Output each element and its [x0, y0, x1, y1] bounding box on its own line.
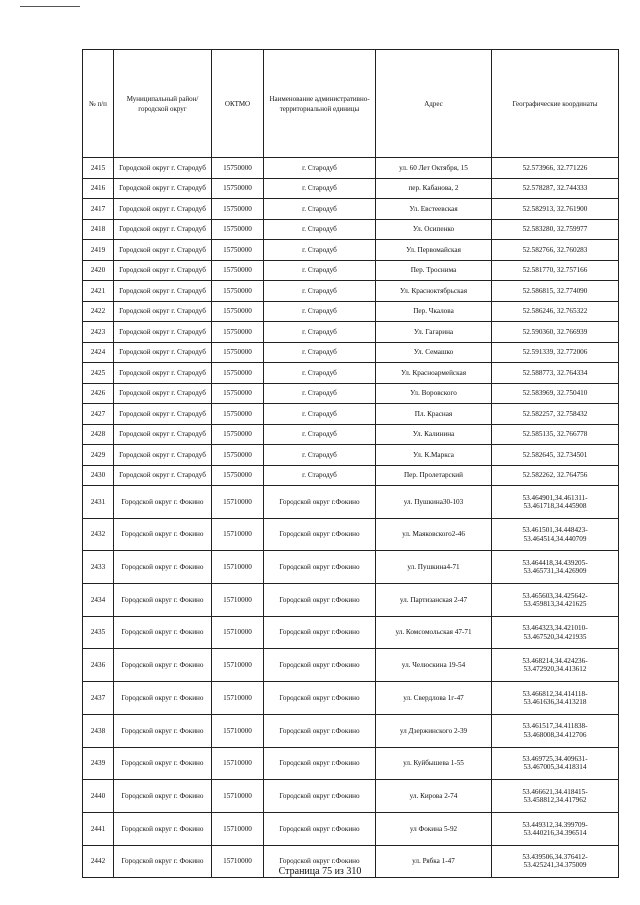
cell-unit: Городской округ г.Фокино: [264, 616, 376, 649]
cell-num: 2430: [83, 465, 114, 486]
cell-num: 2432: [83, 518, 114, 551]
cell-oktmo: 15750000: [212, 322, 264, 343]
cell-municipality: Городской округ г. Фокино: [114, 518, 212, 551]
cell-municipality: Городской округ г. Стародуб: [114, 158, 212, 179]
cell-unit: Городской округ г.Фокино: [264, 518, 376, 551]
cell-coords: 52.585135, 32.766778: [492, 424, 619, 445]
header-municipality: Муниципальный район/городской округ: [114, 50, 212, 158]
cell-address: Пер. Троснима: [376, 260, 492, 281]
cell-municipality: Городской округ г. Стародуб: [114, 281, 212, 302]
table-row: [83, 682, 619, 715]
cell-oktmo: 15710000: [212, 747, 264, 780]
cell-oktmo: 15750000: [212, 199, 264, 220]
cell-address: Ул. Калинина: [376, 424, 492, 445]
cell-unit: г. Стародуб: [264, 240, 376, 261]
cell-coords: 52.591339, 32.772006: [492, 342, 619, 363]
cell-coords: 52.583969, 32.750410: [492, 383, 619, 404]
table-row: [83, 812, 619, 845]
cell-coords: 52.586246, 32.765322: [492, 301, 619, 322]
cell-address: Ул. Первомайская: [376, 240, 492, 261]
cell-address: Ул. Евстеевская: [376, 199, 492, 220]
cell-coords: 53.464901,34.461311-53.461718,34.445908: [492, 486, 619, 519]
cell-num: 2424: [83, 342, 114, 363]
cell-unit: Городской округ г.Фокино: [264, 649, 376, 682]
cell-num: 2415: [83, 158, 114, 179]
cell-oktmo: 15750000: [212, 465, 264, 486]
cell-municipality: Городской округ г. Стародуб: [114, 219, 212, 240]
cell-unit: г. Стародуб: [264, 322, 376, 343]
cell-oktmo: 15710000: [212, 518, 264, 551]
cell-num: 2439: [83, 747, 114, 780]
cell-municipality: Городской округ г. Фокино: [114, 845, 212, 878]
cell-oktmo: 15750000: [212, 383, 264, 404]
cell-coords: 53.461501,34.448423-53.464514,34.440709: [492, 518, 619, 551]
cell-oktmo: 15750000: [212, 424, 264, 445]
cell-oktmo: 15750000: [212, 404, 264, 425]
cell-address: ул. 60 Лет Октября, 15: [376, 158, 492, 179]
cell-num: 2416: [83, 178, 114, 199]
table-row: [83, 465, 619, 486]
cell-oktmo: 15750000: [212, 240, 264, 261]
cell-unit: Городской округ г.Фокино: [264, 812, 376, 845]
cell-municipality: Городской округ г. Стародуб: [114, 445, 212, 466]
cell-address: Ул. Красноктябрьская: [376, 281, 492, 302]
table-row: [83, 404, 619, 425]
cell-oktmo: 15750000: [212, 178, 264, 199]
cell-municipality: Городской округ г. Фокино: [114, 551, 212, 584]
cell-unit: г. Стародуб: [264, 281, 376, 302]
header-address: Адрес: [376, 50, 492, 158]
cell-unit: Городской округ г.Фокино: [264, 845, 376, 878]
cell-num: 2420: [83, 260, 114, 281]
cell-municipality: Городской округ г. Стародуб: [114, 260, 212, 281]
cell-unit: г. Стародуб: [264, 158, 376, 179]
cell-unit: г. Стародуб: [264, 445, 376, 466]
cell-coords: 52.582257, 32.758432: [492, 404, 619, 425]
cell-oktmo: 15750000: [212, 342, 264, 363]
cell-municipality: Городской округ г. Стародуб: [114, 322, 212, 343]
cell-coords: 52.581770, 32.757166: [492, 260, 619, 281]
cell-coords: 53.464323,34.421010-53.467520,34.421935: [492, 616, 619, 649]
cell-address: Пер. Пролетарский: [376, 465, 492, 486]
cell-num: 2429: [83, 445, 114, 466]
table-row: [83, 301, 619, 322]
cell-oktmo: 15710000: [212, 584, 264, 617]
cell-municipality: Городской округ г. Стародуб: [114, 465, 212, 486]
cell-municipality: Городской округ г. Стародуб: [114, 342, 212, 363]
cell-municipality: Городской округ г. Стародуб: [114, 240, 212, 261]
cell-oktmo: 15710000: [212, 812, 264, 845]
cell-unit: г. Стародуб: [264, 363, 376, 384]
cell-municipality: Городской округ г. Стародуб: [114, 178, 212, 199]
cell-coords: 52.583280, 32.759977: [492, 219, 619, 240]
table-row: [83, 714, 619, 747]
cell-unit: г. Стародуб: [264, 301, 376, 322]
cell-unit: г. Стародуб: [264, 199, 376, 220]
cell-address: ул. Челюскина 19-54: [376, 649, 492, 682]
table-row: [83, 178, 619, 199]
cell-num: 2418: [83, 219, 114, 240]
header-coords: Географические координаты: [492, 50, 619, 158]
cell-oktmo: 15750000: [212, 445, 264, 466]
cell-coords: 53.449312,34.399709-53.440216,34.396514: [492, 812, 619, 845]
cell-unit: г. Стародуб: [264, 404, 376, 425]
cell-num: 2441: [83, 812, 114, 845]
cell-coords: 52.582262, 32.764756: [492, 465, 619, 486]
cell-municipality: Городской округ г. Фокино: [114, 812, 212, 845]
table-row: [83, 158, 619, 179]
cell-coords: 53.466812,34.414118-53.461636,34.413218: [492, 682, 619, 715]
cell-oktmo: 15710000: [212, 780, 264, 813]
table-row: [83, 199, 619, 220]
cell-num: 2438: [83, 714, 114, 747]
table-row: [83, 780, 619, 813]
cell-address: Ул. Семашко: [376, 342, 492, 363]
cell-unit: г. Стародуб: [264, 424, 376, 445]
header-unit: Наименование административно-территориальной единицы: [264, 50, 376, 158]
cell-municipality: Городской округ г. Фокино: [114, 616, 212, 649]
cell-coords: 53.468214,34.424236-53.472920,34.413612: [492, 649, 619, 682]
cell-municipality: Городской округ г. Стародуб: [114, 199, 212, 220]
cell-unit: г. Стародуб: [264, 260, 376, 281]
cell-coords: 53.466621,34.418415-53.458812,34.417962: [492, 780, 619, 813]
cell-address: Ул. Осипенко: [376, 219, 492, 240]
cell-unit: г. Стародуб: [264, 342, 376, 363]
cell-address: Ул. Гагарина: [376, 322, 492, 343]
cell-oktmo: 15710000: [212, 682, 264, 715]
cell-address: Пер. Чкалова: [376, 301, 492, 322]
cell-unit: Городской округ г.Фокино: [264, 747, 376, 780]
cell-unit: Городской округ г.Фокино: [264, 551, 376, 584]
cell-municipality: Городской округ г. Стародуб: [114, 424, 212, 445]
table-row: [83, 322, 619, 343]
table-row: [83, 219, 619, 240]
cell-oktmo: 15710000: [212, 551, 264, 584]
cell-unit: г. Стародуб: [264, 219, 376, 240]
table-row: [83, 240, 619, 261]
cell-coords: 53.464418,34.439205-53.465731,34.426909: [492, 551, 619, 584]
header-oktmo: ОКТМО: [212, 50, 264, 158]
cell-address: ул. Комсомольская 47-71: [376, 616, 492, 649]
cell-address: ул. Рябка 1-47: [376, 845, 492, 878]
cell-municipality: Городской округ г. Фокино: [114, 649, 212, 682]
table-row: [83, 260, 619, 281]
table-row: [83, 649, 619, 682]
cell-unit: г. Стародуб: [264, 383, 376, 404]
cell-num: 2434: [83, 584, 114, 617]
cell-oktmo: 15750000: [212, 301, 264, 322]
cell-oktmo: 15750000: [212, 363, 264, 384]
cell-oktmo: 15750000: [212, 219, 264, 240]
cell-unit: Городской округ г.Фокино: [264, 714, 376, 747]
cell-coords: 52.590360, 32.766939: [492, 322, 619, 343]
cell-coords: 53.465603,34.425642-53.459813,34.421625: [492, 584, 619, 617]
cell-municipality: Городской округ г. Стародуб: [114, 404, 212, 425]
cell-address: ул. Пушкина30-103: [376, 486, 492, 519]
cell-num: 2427: [83, 404, 114, 425]
cell-num: 2435: [83, 616, 114, 649]
cell-address: ул Дзержинского 2-39: [376, 714, 492, 747]
cell-address: ул Фокина 5-92: [376, 812, 492, 845]
table-row: [83, 551, 619, 584]
cell-coords: 52.573966, 32.771226: [492, 158, 619, 179]
cell-oktmo: 15710000: [212, 649, 264, 682]
cell-unit: г. Стародуб: [264, 465, 376, 486]
cell-oktmo: 15750000: [212, 260, 264, 281]
cell-address: ул. Кирова 2-74: [376, 780, 492, 813]
cell-num: 2422: [83, 301, 114, 322]
cell-num: 2442: [83, 845, 114, 878]
cell-unit: г. Стародуб: [264, 178, 376, 199]
cell-municipality: Городской округ г. Фокино: [114, 584, 212, 617]
cell-address: ул. Пушкина4-71: [376, 551, 492, 584]
table-row: [83, 518, 619, 551]
table-row: [83, 445, 619, 466]
cell-num: 2426: [83, 383, 114, 404]
cell-num: 2417: [83, 199, 114, 220]
cell-oktmo: 15750000: [212, 281, 264, 302]
header-num: № п/п: [83, 50, 114, 158]
cell-municipality: Городской округ г. Стародуб: [114, 301, 212, 322]
cell-coords: 52.582645, 32.734501: [492, 445, 619, 466]
cell-unit: Городской округ г.Фокино: [264, 486, 376, 519]
cell-unit: Городской округ г.Фокино: [264, 780, 376, 813]
cell-oktmo: 15710000: [212, 714, 264, 747]
table-row: [83, 616, 619, 649]
cell-num: 2437: [83, 682, 114, 715]
cell-unit: Городской округ г.Фокино: [264, 682, 376, 715]
cell-num: 2431: [83, 486, 114, 519]
cell-address: Пл. Красная: [376, 404, 492, 425]
cell-municipality: Городской округ г. Стародуб: [114, 363, 212, 384]
page-number: Страница 75 из 310: [278, 866, 362, 877]
cell-oktmo: 15710000: [212, 616, 264, 649]
table-row: [83, 747, 619, 780]
cell-coords: 53.469725,34.409631-53.467005,34.418314: [492, 747, 619, 780]
cell-municipality: Городской округ г. Фокино: [114, 747, 212, 780]
cell-num: 2419: [83, 240, 114, 261]
table-row: [83, 383, 619, 404]
cell-oktmo: 15710000: [212, 845, 264, 878]
table-row: [83, 363, 619, 384]
top-rule: [20, 6, 80, 7]
cell-municipality: Городской округ г. Фокино: [114, 714, 212, 747]
table-row: [83, 342, 619, 363]
cell-coords: 53.461517,34.411838-53.468008,34.412706: [492, 714, 619, 747]
cell-unit: Городской округ г.Фокино: [264, 584, 376, 617]
table-row: [83, 584, 619, 617]
cell-address: Ул. Красноармейская: [376, 363, 492, 384]
cell-address: ул. Маяковского2-46: [376, 518, 492, 551]
cell-address: пер. Кабанова, 2: [376, 178, 492, 199]
cell-num: 2423: [83, 322, 114, 343]
table-row: [83, 424, 619, 445]
cell-num: 2440: [83, 780, 114, 813]
cell-address: ул. Партизанская 2-47: [376, 584, 492, 617]
cell-address: Ул. К.Маркса: [376, 445, 492, 466]
cell-num: 2428: [83, 424, 114, 445]
cell-num: 2421: [83, 281, 114, 302]
cell-address: ул. Свердлова 1г-47: [376, 682, 492, 715]
cell-municipality: Городской округ г. Фокино: [114, 486, 212, 519]
cell-num: 2425: [83, 363, 114, 384]
cell-coords: 53.439506,34.376412-53.425241,34.375009: [492, 845, 619, 878]
table-body: [83, 158, 619, 878]
cell-coords: 52.586815, 32.774090: [492, 281, 619, 302]
cell-oktmo: 15710000: [212, 486, 264, 519]
cell-num: 2433: [83, 551, 114, 584]
cell-address: Ул. Воровского: [376, 383, 492, 404]
table-row: [83, 281, 619, 302]
cell-municipality: Городской округ г. Фокино: [114, 682, 212, 715]
cell-num: 2436: [83, 649, 114, 682]
cell-municipality: Городской округ г. Фокино: [114, 780, 212, 813]
cell-coords: 52.588773, 32.764334: [492, 363, 619, 384]
cell-coords: 52.582766, 32.760283: [492, 240, 619, 261]
cell-coords: 52.582913, 32.761900: [492, 199, 619, 220]
register-table: [82, 49, 619, 878]
header-row: [83, 50, 619, 158]
cell-coords: 52.578287, 32.744333: [492, 178, 619, 199]
table-row: [83, 486, 619, 519]
cell-oktmo: 15750000: [212, 158, 264, 179]
cell-address: ул. Куйбышева 1-55: [376, 747, 492, 780]
cell-municipality: Городской округ г. Стародуб: [114, 383, 212, 404]
